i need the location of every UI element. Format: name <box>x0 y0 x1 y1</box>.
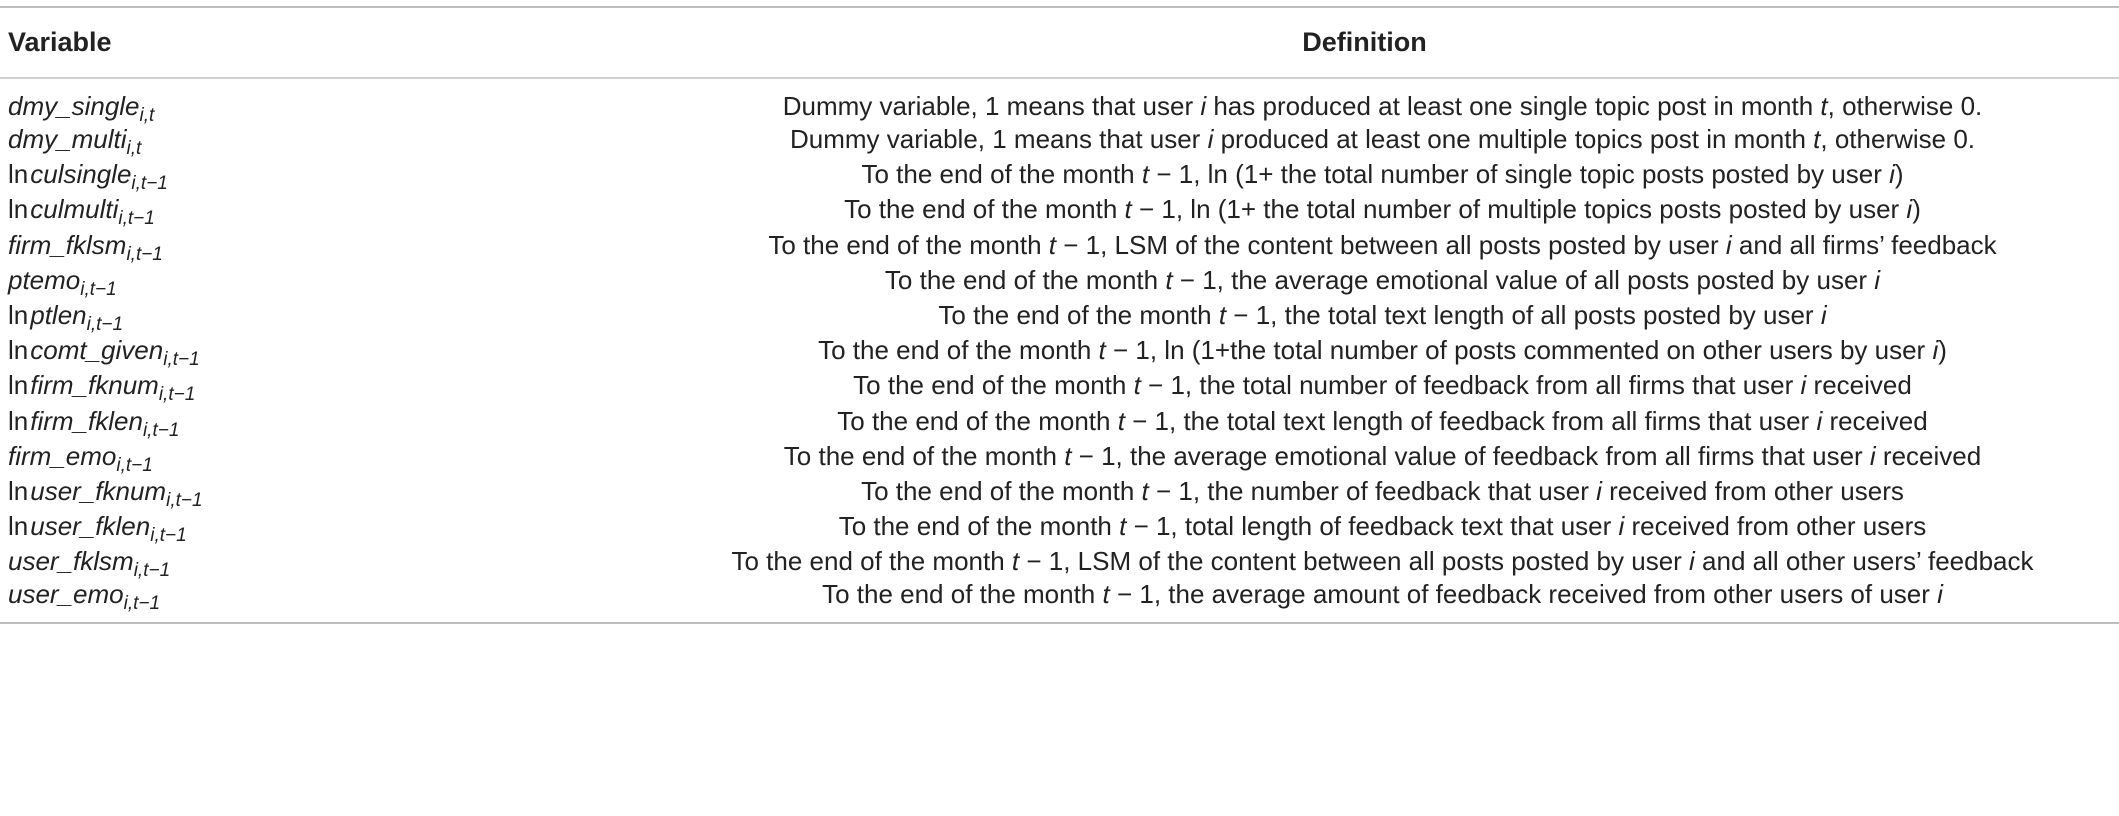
definition-text: − 1, LSM of the content between all posts posted by user <box>1019 546 1690 577</box>
definition-text: i <box>1932 335 1939 366</box>
variable-name: firm_fklsm <box>8 229 127 260</box>
definition-text: i <box>1937 579 1943 610</box>
header-row <box>0 7 2119 78</box>
variable-subscript <box>87 314 123 335</box>
table-header <box>0 7 2119 78</box>
definition-text: t <box>1048 229 1056 260</box>
definition-cell <box>650 157 2119 192</box>
table-row <box>0 579 2119 623</box>
definition-cell <box>650 579 2119 623</box>
table-row <box>0 333 2119 368</box>
definition-text: i <box>1200 91 1207 121</box>
variable-cell <box>0 333 650 371</box>
definition-text: i <box>1906 194 1913 225</box>
definition-text: t <box>1098 335 1106 366</box>
variable-name: user_emo <box>8 579 124 610</box>
definition-text: t <box>1064 440 1072 471</box>
table-body <box>0 78 2119 623</box>
subscript-text: i,t−1 <box>86 314 124 336</box>
definition-cell <box>650 404 2119 439</box>
variable-subscript <box>159 384 195 405</box>
definition-cell <box>650 78 2119 122</box>
subscript-text: i,t−1 <box>116 454 153 476</box>
definition-text: Dummy variable, 1 means that user <box>782 91 1201 121</box>
subscript-text: i,t−1 <box>158 384 196 406</box>
definition-text: To the end of the month <box>783 440 1065 471</box>
definition-text: t <box>1133 370 1141 401</box>
subscript-text: i,t−1 <box>133 560 171 582</box>
variable-cell <box>0 404 650 439</box>
definition-text: and all other users’ feedback <box>1694 546 2034 577</box>
variable-name: firm_emo <box>8 440 117 471</box>
definition-text: t <box>1117 405 1125 436</box>
definition-text: t <box>1141 159 1150 190</box>
variable-subscript <box>134 560 170 581</box>
definition-text: To the end of the month <box>837 405 1118 436</box>
header-variable: Variable <box>0 7 650 78</box>
definition-text: i <box>1800 370 1807 401</box>
definition-cell <box>650 368 2119 403</box>
variable-cell <box>0 368 650 406</box>
variable-cell <box>0 439 650 474</box>
definition-text: i <box>1725 229 1732 260</box>
variable-subscript <box>124 593 160 614</box>
table-row <box>0 298 2119 333</box>
definition-text: To the end of the month <box>884 264 1166 295</box>
definition-text: i <box>1820 300 1827 331</box>
variable-subscript <box>131 173 167 194</box>
variable-subscript <box>116 455 152 476</box>
variable-name: user_fklen <box>30 511 151 542</box>
variable-subscript <box>80 279 116 300</box>
variable-subscript <box>166 490 202 511</box>
table-row <box>0 78 2119 122</box>
log-prefix: ln <box>8 475 29 506</box>
variable-cell <box>0 228 650 263</box>
definition-text: received from other users <box>1624 511 1927 542</box>
variable-subscript <box>163 349 199 370</box>
log-prefix: ln <box>8 511 29 542</box>
variable-name: user_fklsm <box>8 546 134 577</box>
definition-text: t <box>1141 475 1149 506</box>
definition-cell <box>650 474 2119 509</box>
variable-cell <box>0 157 650 195</box>
definition-text: t <box>1820 91 1828 121</box>
variable-subscript <box>126 244 162 265</box>
log-prefix: ln <box>8 194 29 225</box>
table-row <box>0 263 2119 298</box>
definition-text: and all firms’ feedback <box>1731 229 1997 260</box>
definition-cell <box>650 439 2119 474</box>
subscript-text: i,t−1 <box>118 208 155 230</box>
table-row <box>0 439 2119 474</box>
definition-text: To the end of the month <box>818 335 1099 366</box>
definition-text: ) <box>1894 159 1904 190</box>
definition-cell <box>650 122 2119 157</box>
definition-text: i <box>1869 440 1876 471</box>
definition-text: Dummy variable, 1 means that user <box>789 124 1208 155</box>
variable-cell <box>0 78 650 126</box>
header-definition: Definition <box>650 7 2119 78</box>
variable-name: ptlen <box>30 300 87 331</box>
table-row <box>0 228 2119 263</box>
variable-name: user_fknum <box>30 475 167 506</box>
definition-text: , otherwise 0. <box>1827 91 1983 121</box>
table-row <box>0 509 2119 544</box>
variable-subscript <box>143 420 179 441</box>
variable-name: comt_given <box>30 335 164 366</box>
definition-text: − 1, the total number of feedback from all firms that user <box>1140 370 1801 401</box>
variable-definitions-table <box>0 6 2119 624</box>
definition-text: − 1, the number of feedback that user <box>1148 475 1597 506</box>
log-prefix: ln <box>8 159 29 190</box>
definition-text: − 1, LSM of the content between all posts posted by user <box>1056 229 1726 260</box>
variable-name: ptemo <box>8 264 81 295</box>
definition-text: − 1, ln (1+the total number of posts commented on other users by user <box>1105 335 1933 366</box>
table-row <box>0 474 2119 509</box>
subscript-text: i,t−1 <box>126 243 163 265</box>
subscript-text: i,t−1 <box>142 419 180 441</box>
variable-cell <box>0 544 650 582</box>
definition-cell <box>650 544 2119 579</box>
variable-cell <box>0 579 650 623</box>
table-row <box>0 192 2119 227</box>
definition-cell <box>650 263 2119 298</box>
definition-text: has produced at least one single topic post in month <box>1206 91 1821 121</box>
variable-cell <box>0 474 650 509</box>
variable-cell <box>0 298 650 336</box>
definition-text: − 1, total length of feedback text that user <box>1126 511 1619 542</box>
definition-text: ) <box>1912 194 1921 225</box>
table-row <box>0 157 2119 192</box>
definition-cell <box>650 228 2119 263</box>
definition-text: t <box>1011 546 1020 577</box>
definition-text: To the end of the month <box>768 229 1049 260</box>
subscript-text: i,t−1 <box>131 173 168 195</box>
subscript-text: i,t−1 <box>123 593 161 615</box>
variable-cell <box>0 192 650 230</box>
definition-text: − 1, the average emotional value of feedback from all firms that user <box>1071 440 1870 471</box>
variable-name: dmy_single <box>8 91 140 121</box>
variable-cell <box>0 263 650 298</box>
definition-text: ) <box>1938 335 1947 366</box>
definition-text: − 1, the average emotional value of all posts posted by user <box>1172 264 1875 295</box>
subscript-text: i,t−1 <box>163 349 200 371</box>
table-row <box>0 404 2119 439</box>
table-row <box>0 368 2119 403</box>
definition-text: received <box>1806 370 1912 401</box>
definition-text: received from other users <box>1601 475 1904 506</box>
definition-text: i <box>1874 264 1881 295</box>
definition-text: − 1, the average amount of feedback received from other users of user <box>1109 579 1938 610</box>
variable-name: culmulti <box>30 194 119 225</box>
definition-text: t <box>1165 264 1173 295</box>
definition-text: i <box>1596 475 1602 506</box>
definition-text: t <box>1813 124 1821 155</box>
definition-text: To the end of the month <box>938 300 1219 331</box>
definition-cell <box>650 192 2119 227</box>
variable-cell <box>0 509 650 547</box>
definition-text: − 1, ln (1+ the total number of multiple topics posts posted by user <box>1131 194 1907 225</box>
definition-text: To the end of the month <box>822 579 1103 610</box>
variable-subscript <box>150 525 186 546</box>
subscript-text: i,t−1 <box>166 489 203 511</box>
definition-text: t <box>1124 194 1132 225</box>
variable-cell <box>0 122 650 160</box>
definition-text: received <box>1875 440 1982 471</box>
definition-text: To the end of the month <box>838 511 1120 542</box>
log-prefix: ln <box>8 405 29 436</box>
definition-text: To the end of the month <box>731 546 1012 577</box>
log-prefix: ln <box>8 370 29 401</box>
variable-subscript <box>126 138 141 159</box>
definition-text: i <box>1207 124 1214 155</box>
definition-cell <box>650 298 2119 333</box>
definition-text: , otherwise 0. <box>1820 124 1976 155</box>
definition-text: t <box>1218 300 1227 331</box>
definition-text: i <box>1816 405 1823 436</box>
log-prefix: ln <box>8 300 29 331</box>
definition-text: received <box>1822 405 1928 436</box>
definition-text: − 1, the total text length of all posts posted by user <box>1226 300 1821 331</box>
subscript-text: i,t <box>139 105 155 126</box>
definition-text: − 1, ln (1+ the total number of single topic posts posted by user <box>1149 159 1890 190</box>
definition-text: To the end of the month <box>861 159 1142 190</box>
definition-text: i <box>1618 511 1625 542</box>
variable-name: dmy_multi <box>8 124 127 155</box>
log-prefix: ln <box>8 335 29 366</box>
variable-name: firm_fklen <box>30 405 143 436</box>
definition-text: − 1, the total text length of feedback from all firms that user <box>1124 405 1817 436</box>
variable-name: firm_fknum <box>30 370 159 401</box>
definition-cell <box>650 509 2119 544</box>
definition-text: t <box>1102 579 1110 610</box>
subscript-text: i,t−1 <box>150 525 187 547</box>
subscript-text: i,t−1 <box>80 278 117 300</box>
variable-name: culsingle <box>30 159 132 190</box>
definition-text: i <box>1889 159 1895 190</box>
definition-text: To the end of the month <box>844 194 1125 225</box>
definition-cell <box>650 333 2119 368</box>
table-row <box>0 544 2119 579</box>
definition-text: To the end of the month <box>853 370 1134 401</box>
definition-text: t <box>1119 511 1127 542</box>
subscript-text: i,t <box>126 138 142 160</box>
variable-subscript <box>118 208 154 229</box>
definition-text: produced at least one multiple topics post in month <box>1213 124 1814 155</box>
table-row <box>0 122 2119 157</box>
definition-text: To the end of the month <box>861 475 1142 506</box>
variable-subscript <box>140 105 155 126</box>
definition-text: i <box>1689 546 1695 577</box>
